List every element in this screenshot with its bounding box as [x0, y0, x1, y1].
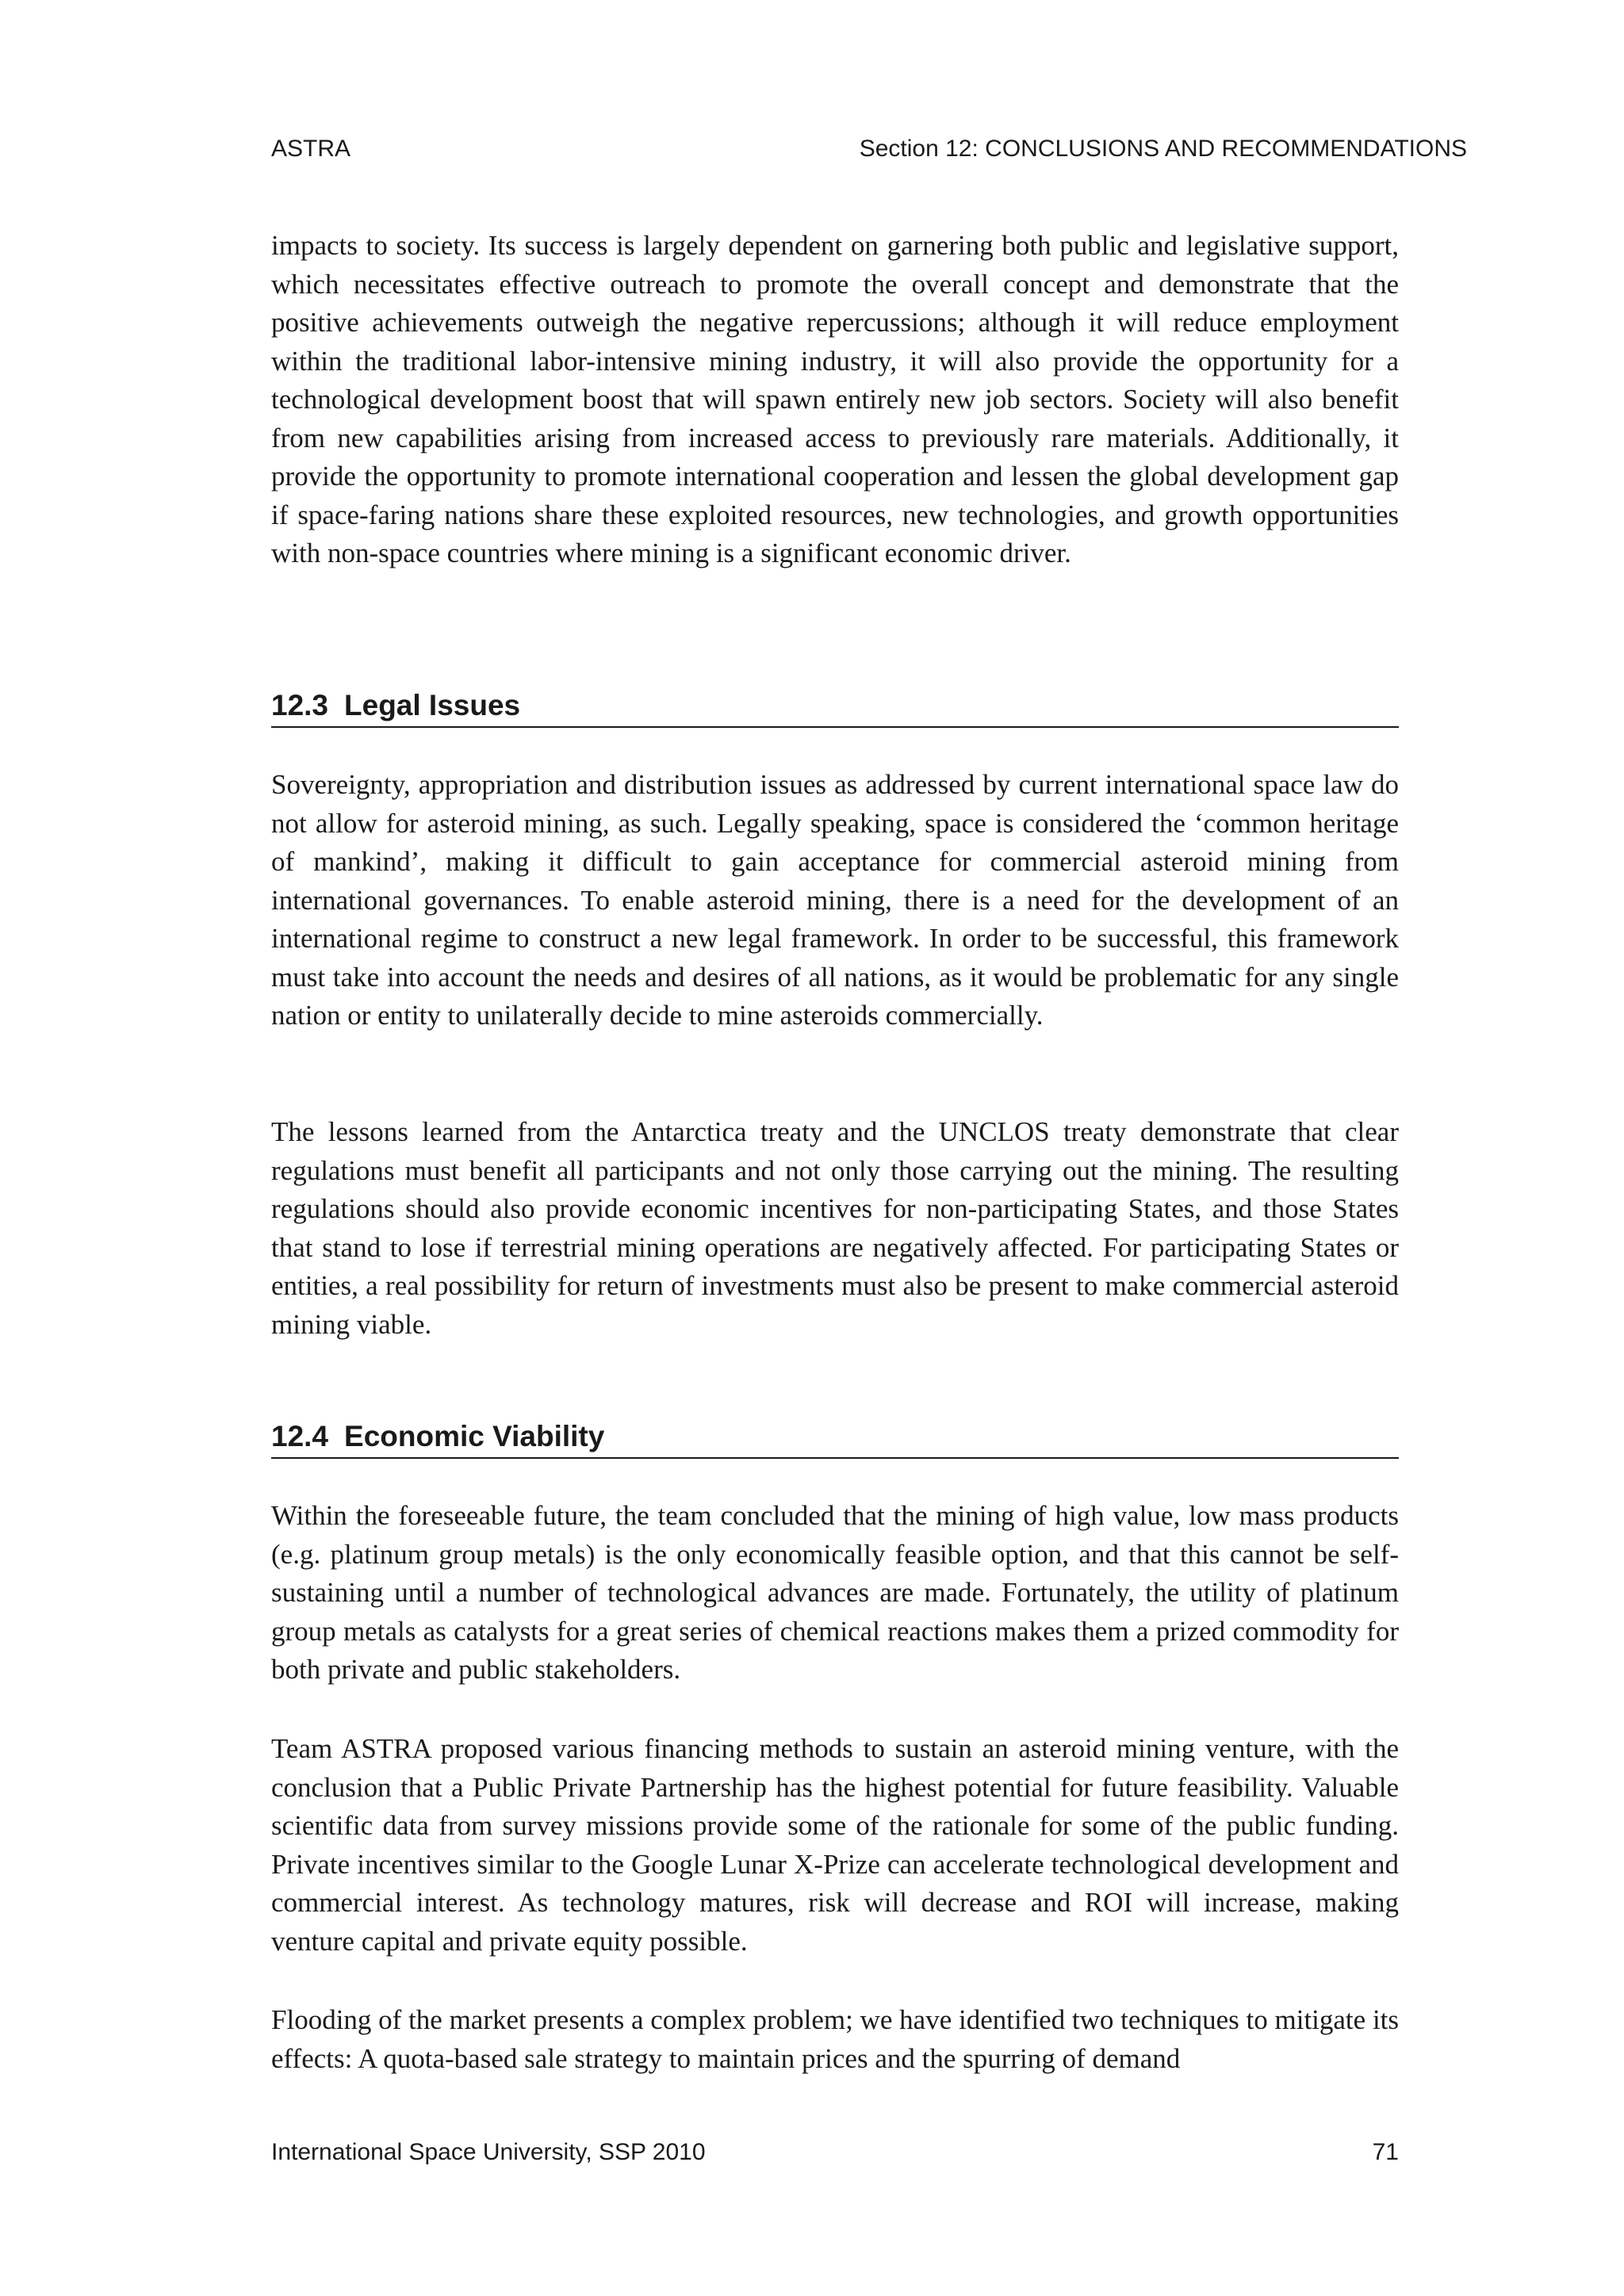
economic-paragraph-3: Flooding of the market presents a complex problem; we have identified two techniques to mitigate its effects: A quota-based sale strategy to maintain prices and the spurring of demand [271, 2004, 1400, 2074]
section-number: 12.3 [271, 689, 329, 721]
legal-paragraph-1: Sovereignty, appropriation and distribution issues as addressed by current international space law do not allow for asteroid mining, as such. Legally speaking, space is considered the ‘common heritage of mankind’, making it difficult to gain acceptance for commercial asteroid mining from international governances. To enable asteroid mining, there is a need for the development of an international regime to construct a new legal framework. In order to be successful, this framework must take into account the needs and desires of all nations, as it would be problematic for any single nation or entity to unilaterally decide to mine asteroids commercially. [271, 769, 1399, 1031]
footer-institution: International Space University, SSP 2010 [271, 2139, 706, 2165]
section-heading-legal-issues [271, 688, 1399, 728]
section-heading-economic-viability [271, 1419, 1399, 1459]
header-left-title: ASTRA [271, 136, 351, 162]
page-footer [271, 2138, 1399, 2167]
page-header [271, 135, 1467, 163]
section-number: 12.4 [271, 1420, 329, 1452]
economic-paragraph-2: Team ASTRA proposed various financing methods to sustain an asteroid mining venture, with the conclusion that a Public Private Partnership has the highest potential for future feasibility. Valuable scientific data from survey missions provide some of the rationale for some of the public funding. Private incentives similar to the Google Lunar X-Prize can accelerate technological development and commercial interest. As technology matures, risk will decrease and ROI will increase, making venture capital and private equity possible. [271, 1733, 1399, 1957]
section-title: Legal Issues [344, 689, 521, 721]
header-section-title: Section 12: CONCLUSIONS AND RECOMMENDATIONS [859, 136, 1467, 162]
legal-paragraph-2: The lessons learned from the Antarctica treaty and the UNCLOS treaty demonstrate that clear regulations must benefit all participants and not only those carrying out the mining. The resulting regulations should also provide economic incentives for non-participating States, and those States that stand to lose if terrestrial mining operations are negatively affected. For participating States or entities, a real possibility for return of investments must also be present to make commercial asteroid mining viable. [271, 1116, 1399, 1340]
intro-paragraph: impacts to society. Its success is largely dependent on garnering both public and legislative support, which necessitates effective outreach to promote the overall concept and demonstrate that the positive achievements outweigh the negative repercussions; although it will reduce employment within the traditional labor-intensive mining industry, it will also provide the opportunity for a technological development boost that will spawn entirely new job sectors. Society will also benefit from new capabilities arising from increased access to previously rare materials. Additionally, it provide the opportunity to promote international cooperation and lessen the global development gap if space-faring nations share these exploited resources, new technologies, and growth opportunities with non-space countries where mining is a significant economic driver. [271, 230, 1399, 568]
economic-paragraph-1: Within the foreseeable future, the team concluded that the mining of high value, low mass products (e.g. platinum group metals) is the only economically feasible option, and that this cannot be self-sustaining until a number of technological advances are made. Fortunately, the utility of platinum group metals as catalysts for a great series of chemical reactions makes them a prized commodity for both private and public stakeholders. [271, 1500, 1399, 1685]
section-title: Economic Viability [344, 1420, 605, 1452]
page-number: 71 [1372, 2139, 1399, 2165]
